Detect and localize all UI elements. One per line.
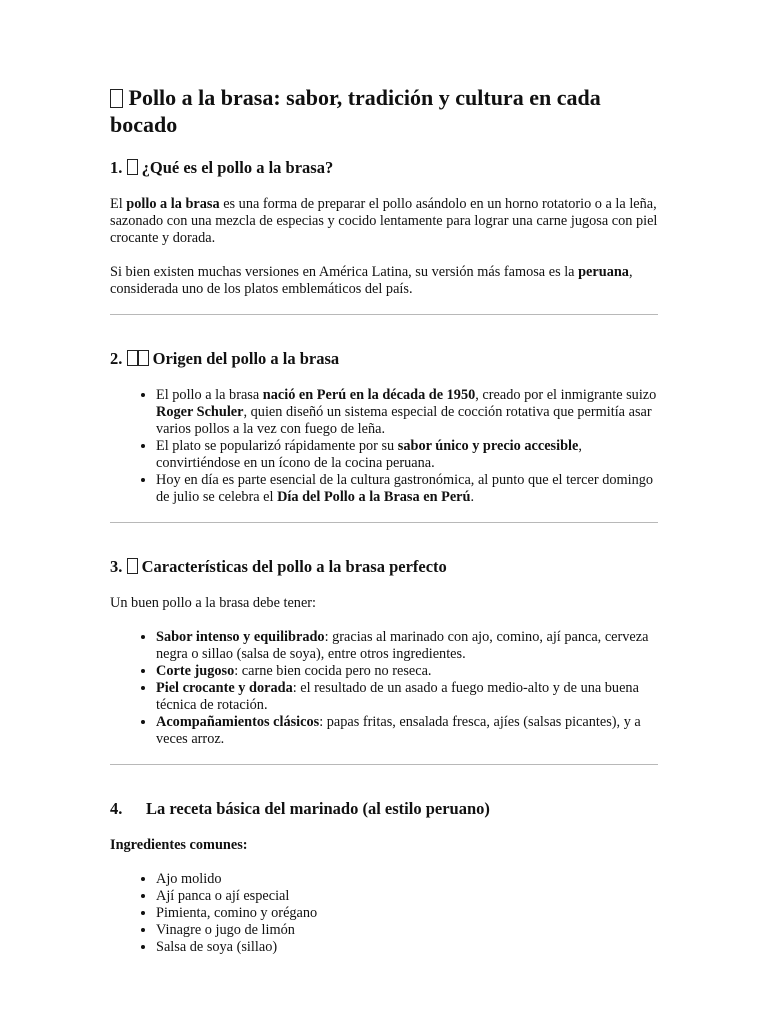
section-divider xyxy=(110,314,658,315)
list-item: • Corte jugoso: carne bien cocida pero no reseca. xyxy=(156,663,658,680)
list-item: • Hoy en día es parte esencial de la cultura gastronómica, al punto que el tercer domingo de julio se celebra el Día del Pollo a la Brasa en Perú. xyxy=(156,472,658,506)
list-item: • Piel crocante y dorada: el resultado de un asado a fuego medio-alto y de una buena técnica de rotación. xyxy=(156,680,658,714)
ingredients-list xyxy=(110,871,658,956)
section-divider xyxy=(110,522,658,523)
list-item: • Pimienta, comino y orégano xyxy=(156,905,658,922)
section-3-intro: Un buen pollo a la brasa debe tener: xyxy=(110,595,317,611)
section-2-heading: 2. Origen del pollo a la brasa xyxy=(110,349,340,368)
characteristics-list xyxy=(110,629,658,748)
origin-list xyxy=(110,387,658,506)
list-item: • El pollo a la brasa nació en Perú en la década de 1950, creado por el inmigrante suizo Roger Schuler, quien diseñó un sistema especial de cocción rotativa que permitía asar varios pollos a la vez con fuego de leña. xyxy=(156,387,658,438)
section-1-paragraph-1: El pollo a la brasa es una forma de preparar el pollo asándolo en un horno rotatorio o a la leña, sazonado con una mezcla de especias y cocido lentamente para lograr una carne jugosa con piel crocante y dorada. xyxy=(110,196,658,246)
document-title: Pollo a la brasa: sabor, tradición y cultura en cada bocado xyxy=(110,85,601,137)
flag-emoji-icon xyxy=(138,350,149,366)
section-1-heading: 1. ¿Qué es el pollo a la brasa? xyxy=(110,158,334,177)
list-item: • Ají panca o ají especial xyxy=(156,888,658,905)
ingredients-subheading: Ingredientes comunes: xyxy=(110,837,248,853)
list-item: • Acompañamientos clásicos: papas fritas, ensalada fresca, ajíes (salsas picantes), y a veces arroz. xyxy=(156,714,658,748)
list-item: • Salsa de soya (sillao) xyxy=(156,939,658,956)
sparkle-emoji-icon xyxy=(127,558,138,574)
section-divider xyxy=(110,764,658,765)
section-3-heading: 3. Características del pollo a la brasa perfecto xyxy=(110,557,447,576)
list-item: • Vinagre o jugo de limón xyxy=(156,922,658,939)
document-page xyxy=(110,84,658,956)
section-4-heading: 4. La receta básica del marinado (al estilo peruano) xyxy=(110,799,490,818)
list-item: • Sabor intenso y equilibrado: gracias al marinado con ajo, comino, ají panca, cerveza negra o sillao (salsa de soya), entre otros ingredientes. xyxy=(156,629,658,663)
list-item: • El plato se popularizó rápidamente por su sabor único y precio accesible, convirtiéndose en un ícono de la cocina peruana. xyxy=(156,438,658,472)
chicken-emoji-icon xyxy=(110,89,123,108)
list-item: • Ajo molido xyxy=(156,871,658,888)
question-emoji-icon xyxy=(127,159,138,175)
section-1-paragraph-2: Si bien existen muchas versiones en América Latina, su versión más famosa es la peruana, considerada uno de los platos emblemáticos del país. xyxy=(110,264,633,297)
flag-emoji-icon xyxy=(127,350,138,366)
